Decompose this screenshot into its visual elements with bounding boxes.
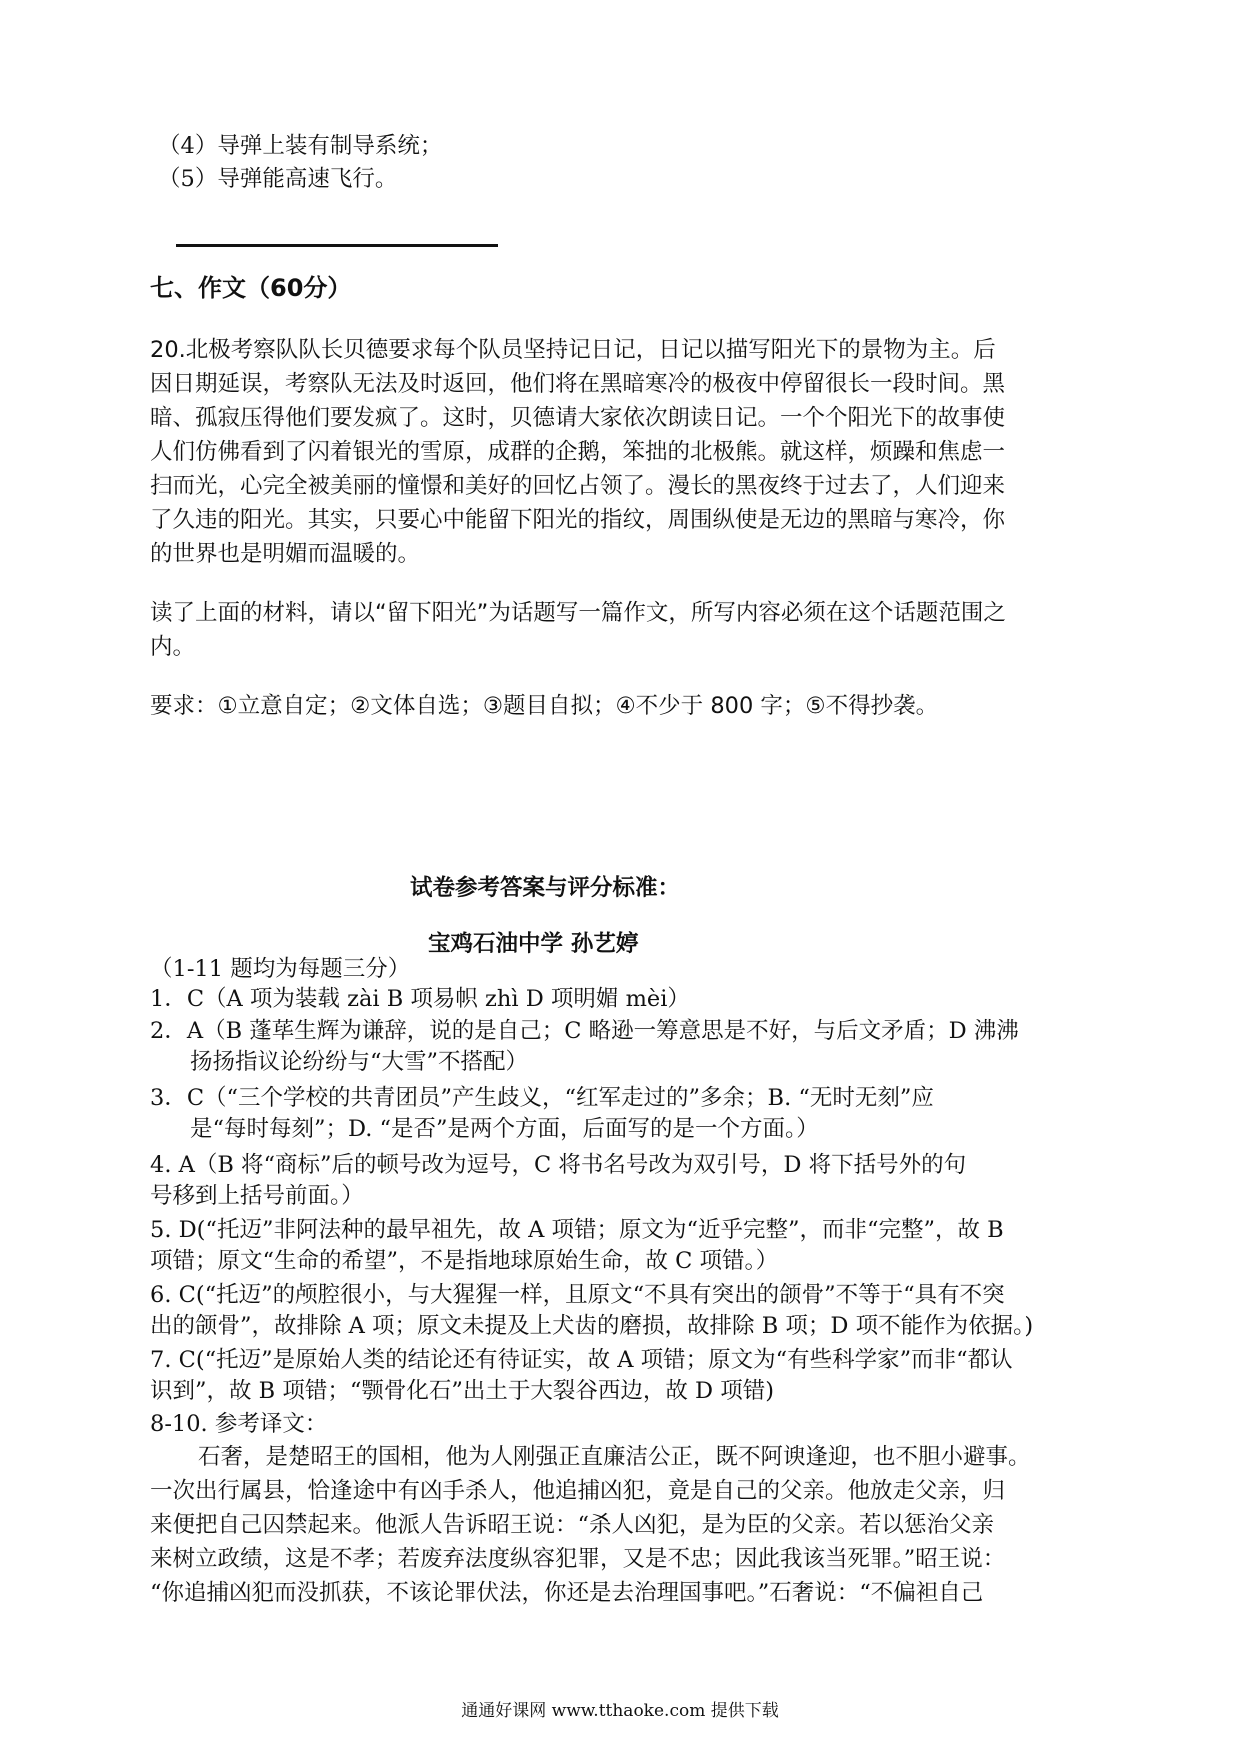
prompt-line: 了久违的阳光。其实，只要心中能留下阳光的指纹，周围纵使是无边的黑暗与寒冷，你 bbox=[150, 507, 1006, 533]
answer-line: 6. C(“托迈”的颅腔很小，与大猩猩一样，且原文“不具有突出的颌骨”不等于“具有不突 bbox=[150, 1282, 1005, 1308]
essay-requirements: 要求：①立意自定；②文体自选；③题目自拟；④不少于 800 字；⑤不得抄袭。 bbox=[150, 693, 939, 719]
answers-author: 宝鸡石油中学 孙艺婷 bbox=[428, 931, 639, 957]
answer-line: （1-11 题均为每题三分） bbox=[150, 956, 411, 982]
item-4: （4）导弹上装有制导系统； bbox=[158, 133, 443, 159]
answer-line: 3．C（“三个学校的共青团员”产生歧义，“红军走过的”多余；B. “无时无刻”应 bbox=[150, 1085, 934, 1111]
task-line: 内。 bbox=[150, 634, 196, 660]
answer-line: 8-10. 参考译文： bbox=[150, 1411, 328, 1437]
answer-line: 号移到上括号前面。） bbox=[150, 1183, 364, 1209]
answer-line: 1．C（A 项为装载 zài B 项易帜 zhì D 项明媚 mèi） bbox=[150, 986, 690, 1012]
prompt-line: 因日期延误，考察队无法及时返回，他们将在黑暗寒冷的极夜中停留很长一段时间。黑 bbox=[150, 371, 1006, 397]
answer-blank-line bbox=[176, 244, 498, 247]
prompt-line: 人们仿佛看到了闪着银光的雪原，成群的企鹅，笨拙的北极熊。就这样，烦躁和焦虑一 bbox=[150, 439, 1006, 465]
answer-line: 出的颌骨”，故排除 A 项；原文未提及上犬齿的磨损，故排除 B 项；D 项不能作为依据。) bbox=[150, 1313, 1034, 1339]
prompt-line: 20.北极考察队队长贝德要求每个队员坚持记日记，日记以描写阳光下的景物为主。后 bbox=[150, 337, 996, 363]
task-line: 读了上面的材料，请以“留下阳光”为话题写一篇作文，所写内容必须在这个话题范围之 bbox=[150, 600, 1006, 626]
answer-line: 来便把自己囚禁起来。他派人告诉昭王说：“杀人凶犯，是为臣的父亲。若以惩治父亲 bbox=[150, 1512, 995, 1538]
page-footer: 通通好课网 www.tthaoke.com 提供下载 bbox=[461, 1701, 779, 1721]
section-heading: 七、作文（60分） bbox=[150, 274, 352, 302]
answer-line: 识到”，故 B 项错；“颚骨化石”出土于大裂谷西边，故 D 项错) bbox=[150, 1378, 774, 1404]
answer-line: 5. D(“托迈”非阿法种的最早祖先，故 A 项错；原文为“近乎完整”，而非“完整”，故 B bbox=[150, 1217, 1004, 1243]
answer-line: 7. C(“托迈”是原始人类的结论还有待证实，故 A 项错；原文为“有些科学家”而非“都认 bbox=[150, 1347, 1013, 1373]
answer-line: 是“每时每刻”；D. “是否”是两个方面，后面写的是一个方面。） bbox=[190, 1116, 819, 1142]
prompt-line: 的世界也是明媚而温暖的。 bbox=[150, 541, 421, 567]
answer-line: 4. A（B 将“商标”后的顿号改为逗号，C 将书名号改为双引号，D 将下括号外的句 bbox=[150, 1152, 967, 1178]
prompt-line: 暗、孤寂压得他们要发疯了。这时，贝德请大家依次朗读日记。一个个阳光下的故事使 bbox=[150, 405, 1006, 431]
answer-line: 石奢，是楚昭王的国相，他为人刚强正直廉洁公正，既不阿谀逢迎，也不胆小避事。 bbox=[198, 1444, 1031, 1470]
answer-line: 一次出行属县，恰逢途中有凶手杀人，他追捕凶犯，竟是自己的父亲。他放走父亲，归 bbox=[150, 1478, 1006, 1504]
prompt-line: 扫而光，心完全被美丽的憧憬和美好的回忆占领了。漫长的黑夜终于过去了，人们迎来 bbox=[150, 473, 1006, 499]
answer-line: “你追捕凶犯而没抓获，不该论罪伏法，你还是去治理国事吧。”石奢说：“不偏袒自己 bbox=[150, 1580, 984, 1606]
answer-line: 扬扬指议论纷纷与“大雪”不搭配） bbox=[190, 1049, 529, 1075]
item-5: （5）导弹能高速飞行。 bbox=[158, 166, 398, 192]
answers-title: 试卷参考答案与评分标准： bbox=[410, 875, 681, 901]
answer-line: 来树立政绩，这是不孝；若废弃法度纵容犯罪，又是不忠；因此我该当死罪。”昭王说： bbox=[150, 1546, 1006, 1572]
answer-line: 项错；原文“生命的希望”，不是指地球原始生命，故 C 项错。） bbox=[150, 1248, 779, 1274]
answer-line: 2．A（B 蓬荜生辉为谦辞，说的是自己；C 略逊一筹意思是不好，与后文矛盾；D 沸沸 bbox=[150, 1018, 1019, 1044]
